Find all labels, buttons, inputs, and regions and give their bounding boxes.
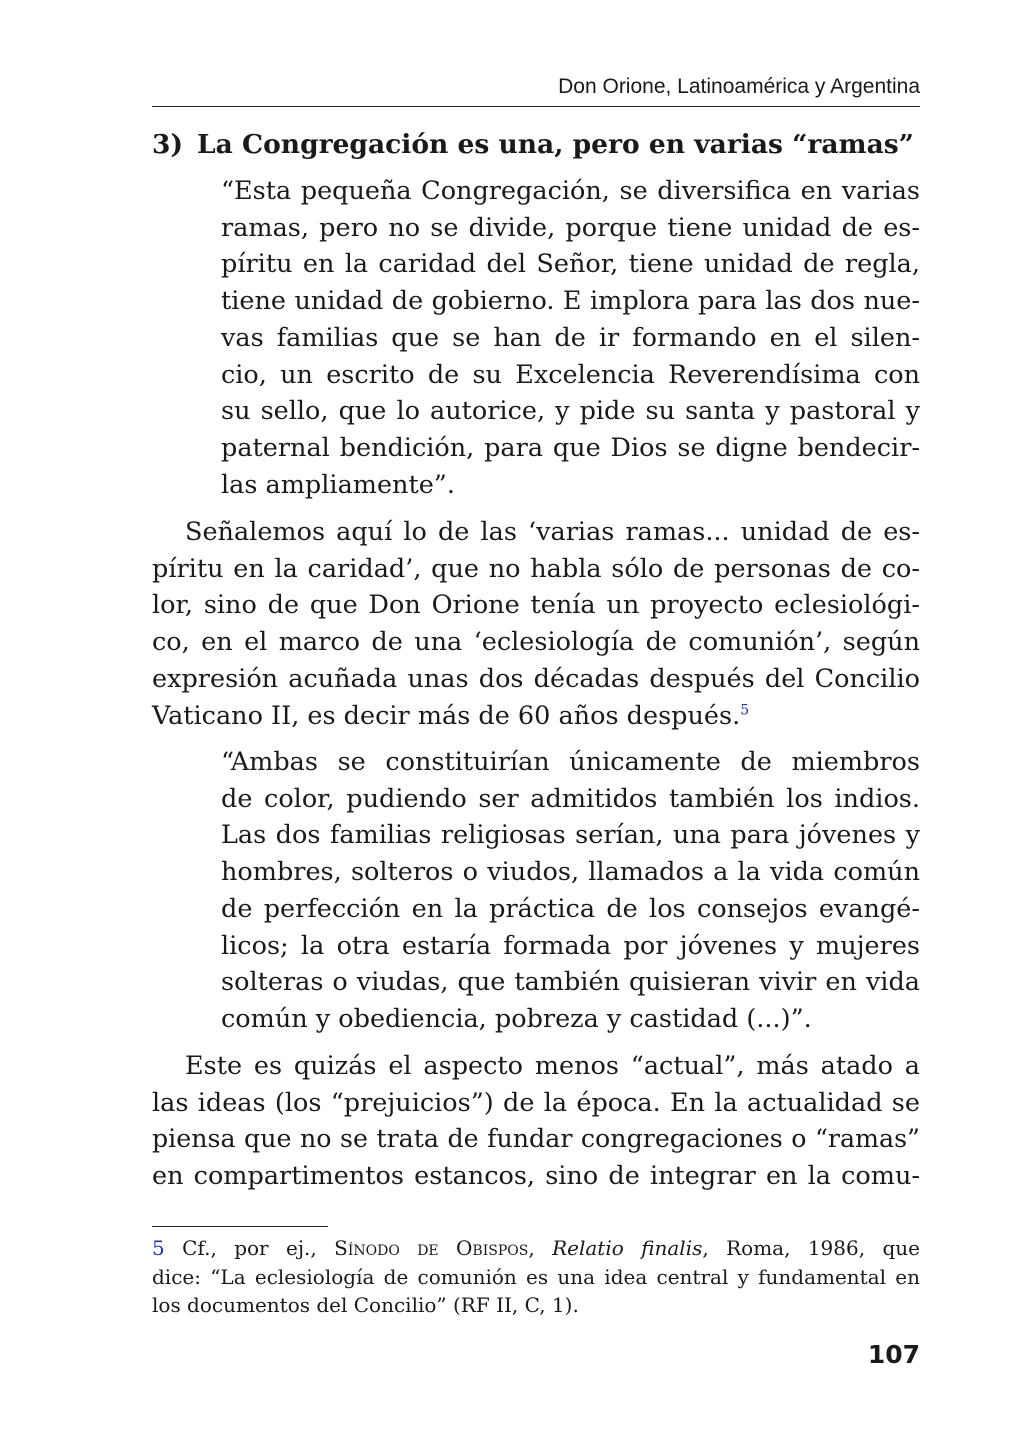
page-number: 107	[867, 1340, 920, 1369]
paragraph-line-text: Vaticano II, es decir más de 60 años después.	[152, 700, 741, 731]
block-quote-1	[221, 173, 920, 503]
quote-line: tiene unidad de gobierno. E implora para las dos nue-	[221, 286, 920, 317]
footnote-author: Sínodo de Obispos	[334, 1236, 529, 1260]
paragraph-line: co, en el marco de una ‘eclesiología de comunión’, según	[152, 627, 920, 658]
footnote-reference[interactable]: 5	[740, 702, 750, 719]
quote-line: común y obediencia, pobreza y castidad (...)”.	[221, 1003, 812, 1034]
running-head: Don Orione, Latinoamérica y Argentina	[152, 70, 920, 107]
quote-line: de perfección en la práctica de los consejos evangé-	[221, 893, 920, 924]
paragraph-line: Este es quizás el aspecto menos “actual”, más atado a	[185, 1051, 920, 1081]
paragraph-line: en compartimentos estancos, sino de integrar en la comu-	[152, 1161, 920, 1192]
quote-line: Las dos familias religiosas serían, una para jóvenes y	[221, 820, 920, 851]
paragraph-2	[152, 1048, 920, 1195]
paragraph-line: piensa que no se trata de fundar congregaciones o “ramas”	[152, 1124, 920, 1154]
quote-line: solteras o viudas, que también quisieran vivir en vida	[221, 967, 920, 998]
paragraph-line: píritu en la caridad’, que no habla sólo de personas de co-	[152, 553, 920, 584]
paragraph-line: lor, sino de que Don Orione tenía un proyecto eclesiológi-	[152, 590, 920, 621]
paragraph-line	[152, 698, 920, 735]
footnote-divider	[152, 1226, 328, 1227]
footnote	[152, 1234, 920, 1320]
quote-line: paternal bendición, para que Dios se digne bendecir-	[221, 432, 920, 463]
quote-line: las ampliamente”.	[221, 469, 455, 500]
quote-line: ramas, pero no se divide, porque tiene unidad de es-	[221, 212, 920, 243]
paragraph-line: Señalemos aquí lo de las ‘varias ramas... unidad de es-	[185, 517, 920, 547]
paragraph-1	[152, 514, 920, 734]
footnote-line: dice: “La eclesiología de comunión es una idea central y fundamental en	[152, 1264, 920, 1289]
footnote-lead: Cf., por ej.,	[182, 1236, 317, 1260]
quote-line: “Ambas se constituirían únicamente de miembros	[221, 747, 920, 777]
quote-line: licos; la otra estaría formada por jóvenes y mujeres	[221, 930, 920, 961]
footnote-work: Relatio finalis	[552, 1236, 703, 1260]
footnote-line: 5 Cf., por ej., Sínodo de Obispos, Relatio finalis, Roma, 1986, que	[152, 1236, 920, 1260]
footnote-rest: , Roma, 1986, que	[702, 1236, 920, 1260]
footnote-line: los documentos del Concilio” (RF II, C, 1).	[152, 1293, 579, 1317]
quote-line: su sello, que lo autorice, y pide su santa y pastoral y	[221, 396, 920, 427]
quote-line: píritu en la caridad del Señor, tiene unidad de regla,	[221, 249, 920, 280]
block-quote-2	[221, 744, 920, 1038]
quote-line: de color, pudiendo ser admitidos también los indios.	[221, 783, 920, 814]
quote-line: “Esta pequeña Congregación, se diversifica en varias	[221, 176, 920, 206]
footnote-number[interactable]: 5	[152, 1236, 165, 1260]
paragraph-line: expresión acuñada unas dos décadas después del Concilio	[152, 663, 920, 694]
section-title: La Congregación es una, pero en varias “ramas”	[197, 129, 914, 160]
quote-line: hombres, solteros o viudos, llamados a la vida común	[221, 857, 920, 888]
quote-line: vas familias que se han de ir formando en el silen-	[221, 322, 920, 353]
section-number: 3)	[152, 129, 183, 160]
quote-line: cio, un escrito de su Excelencia Reverendísima con	[221, 359, 920, 390]
section-heading	[152, 125, 920, 165]
paragraph-line: las ideas (los “prejuicios”) de la época. En la actualidad se	[152, 1087, 920, 1118]
